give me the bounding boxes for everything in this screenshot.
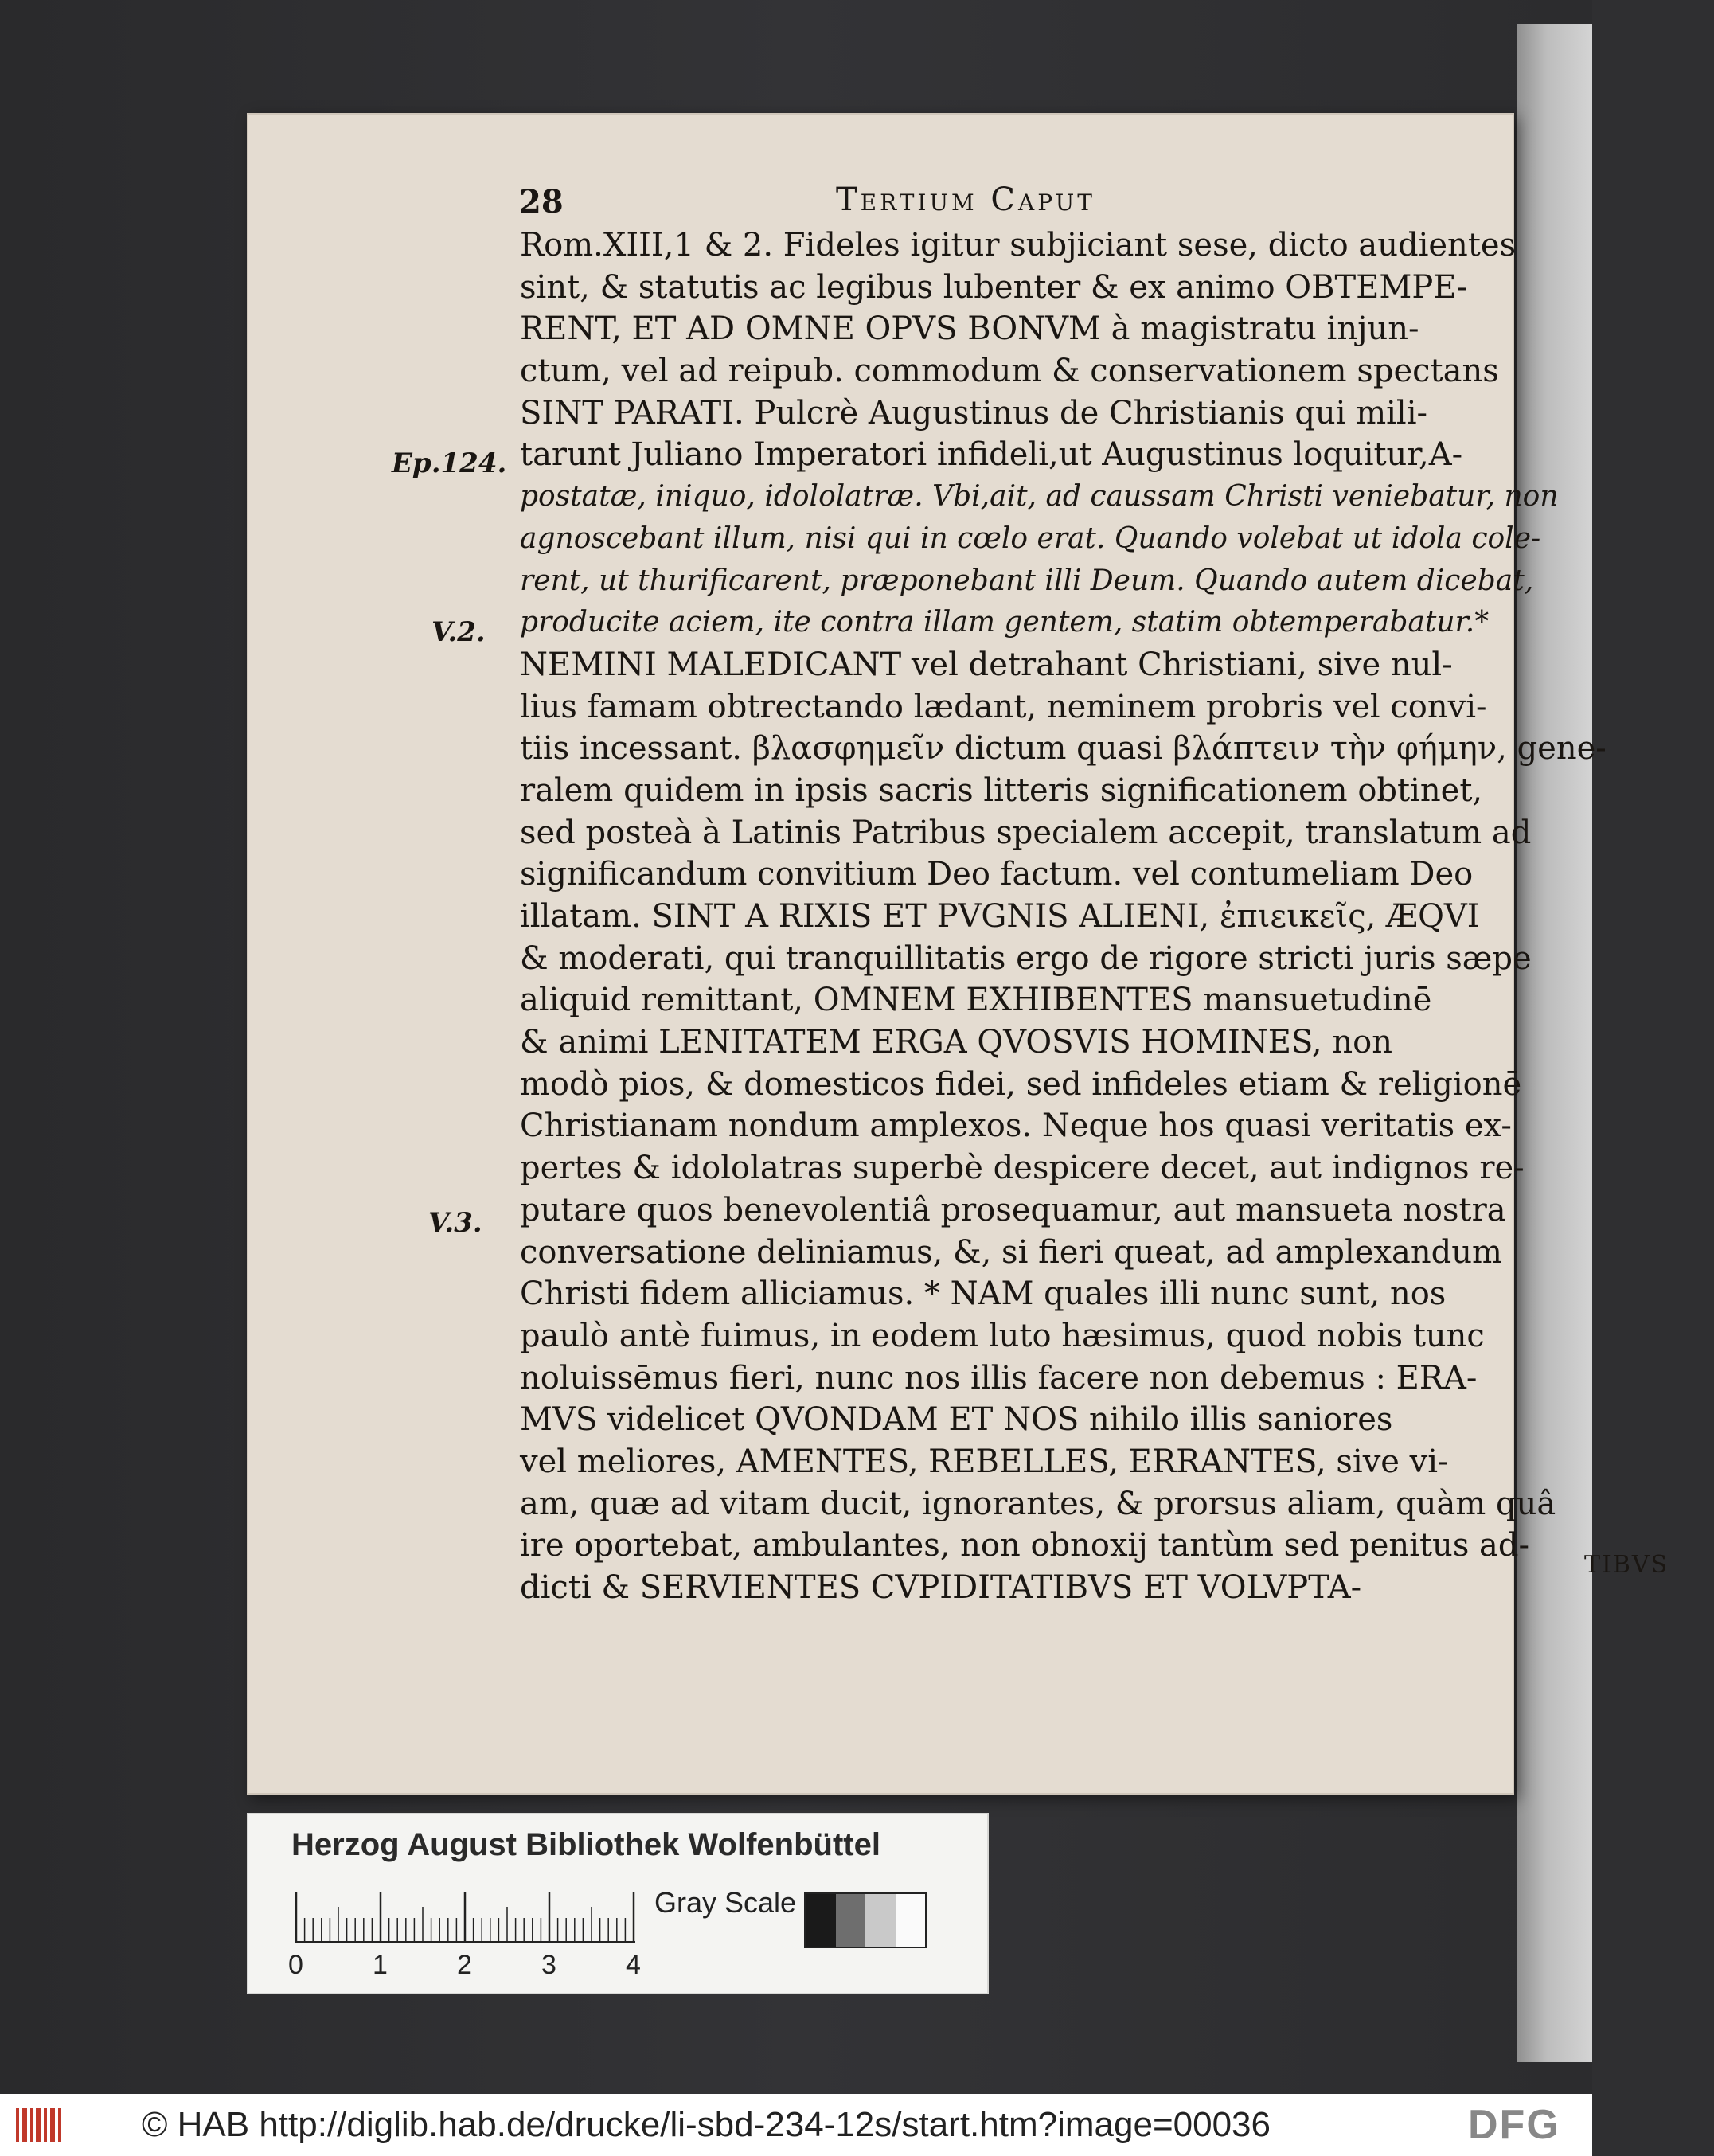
text-line: NEMINI MALEDICANT vel detrahant Christiani, sive nul-: [520, 646, 1453, 683]
text-line: illatam. SINT A RIXIS ET PVGNIS ALIENI, ἐπιεικεῖς, ÆQVI: [520, 898, 1480, 935]
barcode-logo-icon: [14, 2105, 64, 2145]
text-line: producite aciem, ite contra illam gentem, statim obtemperabatur.*: [520, 606, 1490, 639]
gray-swatch: [806, 1894, 836, 1947]
ruler-label: 4: [626, 1950, 641, 1980]
text-line: sed posteà à Latinis Patribus specialem accepit, translatum ad: [520, 814, 1532, 851]
gray-swatch: [865, 1894, 896, 1947]
text-line: & moderati, qui tranquillitatis ergo de rigore stricti juris sæpe: [520, 939, 1532, 977]
text-line: ralem quidem in ipsis sacris litteris significationem obtinet,: [520, 771, 1483, 809]
gray-swatch: [896, 1894, 926, 1947]
gray-swatch: [836, 1894, 866, 1947]
catchword: TIBVS: [1584, 1551, 1669, 1579]
text-line: am, quæ ad vitam ducit, ignorantes, & prorsus aliam, quàm quâ: [520, 1485, 1556, 1522]
footer-bar: [0, 2094, 1592, 2156]
text-line: modò pios, & domesticos fidei, sed infideles etiam & religionē: [520, 1065, 1522, 1103]
text-line: tarunt Juliano Imperatori infideli,ut Augustinus loquitur,A-: [520, 436, 1463, 474]
text-line: Christianam nondum amplexos. Neque hos quasi veritatis ex-: [520, 1107, 1512, 1145]
text-line: RENT, ET AD OMNE OPVS BONVM à magistratu injun-: [520, 311, 1419, 348]
ruler-label: 2: [457, 1950, 472, 1980]
book-page: [247, 113, 1669, 1795]
dfg-logo: DFG: [1468, 2102, 1560, 2148]
ruler-label: 3: [541, 1950, 556, 1980]
text-line: putare quos benevolentiâ prosequamur, aut mansueta nostra: [520, 1191, 1506, 1228]
text-line: ire oportebat, ambulantes, non obnoxij tantùm sed penitus ad-: [520, 1527, 1530, 1564]
text-line: sint, & statutis ac legibus lubenter & ex animo OBTEMPE-: [520, 268, 1468, 306]
text-line: Rom.XIII,1 & 2. Fideles igitur subjiciant sese, dicto audientes: [520, 227, 1517, 264]
marginal-note: V.3.: [428, 1207, 482, 1239]
footer-copyright-url[interactable]: © HAB http://diglib.hab.de/drucke/li-sbd-234-12s/start.htm?image=00036: [142, 2105, 1271, 2144]
running-head: Tertium Caput: [836, 182, 1095, 218]
card-title: Herzog August Bibliothek Wolfenbüttel: [291, 1827, 880, 1862]
text-line: agnoscebant illum, nisi qui in cœlo erat. Quando volebat ut idola cole-: [520, 521, 1541, 555]
ruler-scale: [295, 1889, 637, 1945]
text-line: postatæ, iniquo, idololatræ. Vbi,ait, ad caussam Christi veniebatur, non: [520, 480, 1559, 514]
text-line: rent, ut thurificarent, præponebant illi Deum. Quando autem dicebat,: [520, 564, 1534, 597]
page-number: 28: [519, 183, 564, 221]
text-line: aliquid remittant, OMNEM EXHIBENTES mansuetudinē: [520, 982, 1432, 1019]
text-line: MVS videlicet QVONDAM ET NOS nihilo illis saniores: [520, 1401, 1393, 1439]
gray-scale-label: Gray Scale: [654, 1886, 797, 1919]
text-line: conversatione deliniamus, &, si fieri queat, ad amplexandum: [520, 1233, 1502, 1271]
text-line: vel meliores, AMENTES, REBELLES, ERRANTES, sive vi-: [520, 1443, 1449, 1480]
text-line: tiis incessant. βλασφημεῖν dictum quasi βλάπτειν τὴν φήμην, gene-: [520, 730, 1607, 767]
text-line: Christi fidem alliciamus. * NAM quales illi nunc sunt, nos: [520, 1275, 1447, 1313]
gray-scale-strip: [804, 1892, 927, 1948]
marginal-note: Ep.124.: [392, 447, 507, 479]
marginal-note: V.2.: [431, 616, 486, 648]
text-line: noluissēmus fieri, nunc nos illis facere non debemus : ERA-: [520, 1359, 1478, 1396]
ruler-label: 0: [288, 1950, 303, 1980]
text-line: lius famam obtrectando lædant, neminem probris vel convi-: [520, 688, 1487, 725]
text-line: & animi LENITATEM ERGA QVOSVIS HOMINES, non: [520, 1024, 1392, 1061]
text-line: significandum convitium Deo factum. vel contumeliam Deo: [520, 856, 1474, 893]
ruler-label: 1: [373, 1950, 388, 1980]
text-line: paulò antè fuimus, in eodem luto hæsimus, quod nobis tunc: [520, 1317, 1485, 1354]
color-reference-card: [247, 1813, 989, 1994]
text-line: pertes & idololatras superbè despicere decet, aut indignos re-: [520, 1150, 1525, 1187]
text-line: ctum, vel ad reipub. commodum & conservationem spectans: [520, 353, 1499, 390]
body-text: [520, 225, 1714, 1609]
text-line: SINT PARATI. Pulcrè Augustinus de Christianis qui mili-: [520, 394, 1428, 432]
text-line: dicti & SERVIENTES CVPIDITATIBVS ET VOLVPTA-: [520, 1569, 1362, 1606]
